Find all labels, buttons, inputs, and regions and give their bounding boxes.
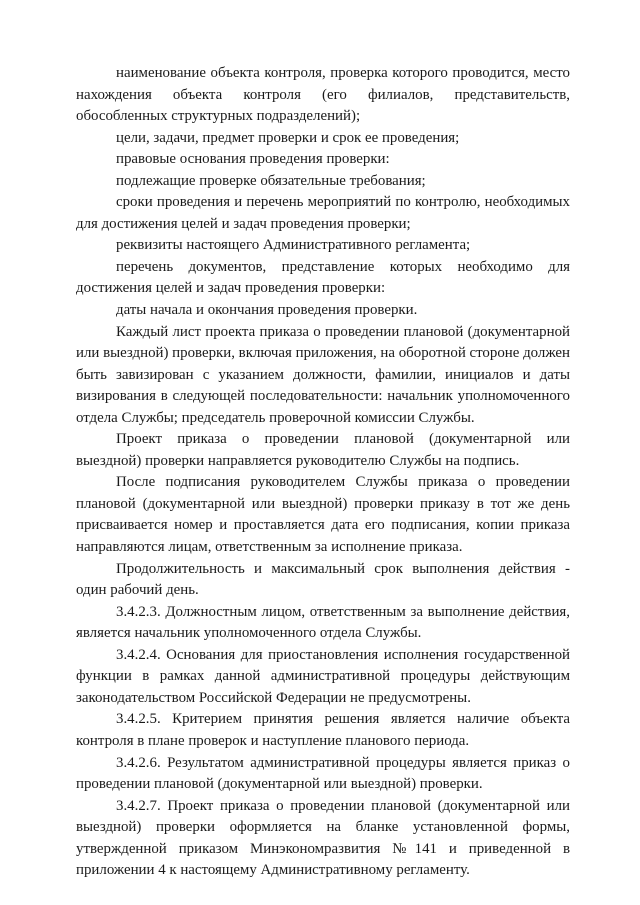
paragraph-duration: Продолжительность и максимальный срок выполнения действия - один рабочий день.	[76, 560, 570, 599]
paragraph-section-3-4-2-6: 3.4.2.6. Результатом административной процедуры является приказ о проведении плановой (документарной или выездной) проверки.	[76, 754, 570, 793]
document-body	[76, 63, 570, 882]
paragraph-legal-grounds: правовые основания проведения проверки:	[116, 151, 390, 168]
paragraph-inspection-object: наименование объекта контроля, проверка которого проводится, место нахождения объекта контроля (его филиалов, представительств, обособленных структурных подразделений);	[76, 65, 570, 125]
paragraph-terms-measures: сроки проведения и перечень мероприятий по контролю, необходимых для достижения целей и задач проведения проверки;	[76, 194, 570, 232]
paragraph-after-signing: После подписания руководителем Службы приказа о проведении плановой (документарной или выездной) проверки приказу в тот же день присваивается номер и проставляется дата его подписания, копии приказа направляются лицам, ответственным за исполнение приказа.	[76, 474, 570, 556]
paragraph-regulation-details: реквизиты настоящего Административного регламента;	[116, 237, 471, 254]
paragraph-requirements: подлежащие проверке обязательные требования;	[116, 172, 426, 189]
paragraph-section-3-4-2-5: 3.4.2.5. Критерием принятия решения является наличие объекта контроля в плане проверок и наступление планового периода.	[76, 711, 570, 749]
paragraph-section-3-4-2-3: 3.4.2.3. Должностным лицом, ответственным за выполнение действия, является начальник уполномоченного отдела Службы.	[76, 603, 570, 642]
paragraph-section-3-4-2-7: 3.4.2.7. Проект приказа о проведении плановой (документарной или выездной) проверки оформляется на бланке установленной формы, утвержденной приказом Минэкономразвития №141 и приведенной в приложении 4 к настоящему Административному регламенту.	[76, 797, 570, 879]
paragraph-visa-order: Каждый лист проекта приказа о проведении плановой (документарной или выездной) проверки, включая приложения, на оборотной стороне должен быть завизирован с указанием должности, фамилии, инициалов и даты визирования в следующей последовательности: начальник уполномоченного отдела Службы; председатель проверочной комиссии Службы.	[76, 323, 570, 426]
paragraph-section-3-4-2-4: 3.4.2.4. Основания для приостановления исполнения государственной функции в рамках данной административной процедуры действующим законодательством Российской Федерации не предусмотрены.	[76, 646, 570, 706]
paragraph-documents-list: перечень документов, представление которых необходимо для достижения целей и задач проведения проверки:	[76, 258, 570, 297]
paragraph-signing-submission: Проект приказа о проведении плановой (документарной или выездной) проверки направляется руководителю Службы на подпись.	[76, 431, 570, 469]
paragraph-dates: даты начала и окончания проведения проверки.	[116, 302, 418, 319]
paragraph-goals: цели, задачи, предмет проверки и срок ее проведения;	[116, 129, 460, 146]
